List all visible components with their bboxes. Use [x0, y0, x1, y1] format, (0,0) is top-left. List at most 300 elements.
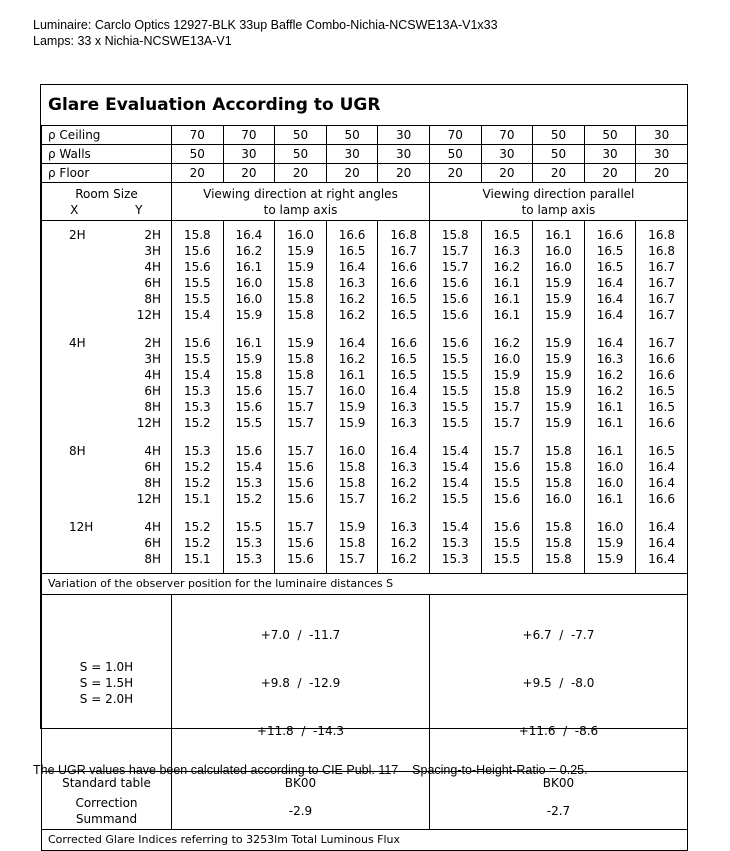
ugr-value: 15.6 [183, 244, 211, 258]
page-title: Glare Evaluation According to UGR [48, 95, 381, 115]
ugr-value: 15.6 [287, 492, 314, 506]
ugr-value-column [636, 221, 688, 330]
reflectance-value: 20 [326, 164, 378, 183]
room-size-group [42, 329, 172, 437]
ugr-value: 15.3 [183, 384, 211, 398]
correction-label [42, 794, 172, 830]
ugr-value: 15.5 [441, 384, 469, 398]
room-y-value: 4H [144, 368, 161, 382]
ugr-value: 15.5 [441, 368, 469, 382]
reflectance-value: 70 [429, 126, 481, 145]
ugr-value-column [481, 437, 533, 513]
ugr-value: 15.5 [493, 536, 521, 550]
ugr-value-column [429, 329, 481, 437]
ugr-value: 16.1 [596, 492, 624, 506]
ugr-value: 16.0 [545, 244, 572, 258]
ugr-value: 15.6 [287, 460, 314, 474]
ugr-value: 15.8 [493, 384, 521, 398]
ugr-value: 15.9 [545, 292, 572, 306]
ugr-value: 15.8 [287, 308, 314, 322]
ugr-value: 15.5 [235, 416, 263, 430]
ugr-value: 16.5 [390, 292, 418, 306]
ugr-value: 15.8 [338, 536, 366, 550]
ugr-value: 15.6 [441, 308, 469, 322]
ugr-value: 15.9 [493, 368, 521, 382]
ugr-value: 15.9 [545, 400, 572, 414]
ugr-value: 16.6 [648, 492, 675, 506]
variation-parallel [429, 595, 687, 772]
parallel-line1: Viewing direction parallel [482, 186, 635, 201]
reflectance-label: ρ Walls [42, 145, 172, 164]
ugr-value: 15.5 [493, 476, 521, 490]
ugr-value: 16.5 [390, 308, 418, 322]
reflectance-value: 50 [275, 145, 327, 164]
ugr-value: 15.5 [183, 352, 211, 366]
reflectance-value: 70 [223, 126, 275, 145]
ugr-value: 16.3 [493, 244, 521, 258]
ugr-value: 16.6 [648, 368, 675, 382]
ugr-value-column [326, 513, 378, 574]
s-label: S = 1.0H [79, 660, 134, 674]
ugr-value-column [481, 329, 533, 437]
ugr-value: 15.9 [545, 384, 572, 398]
ugr-value: 15.6 [235, 444, 263, 458]
ugr-value: 16.7 [648, 292, 675, 306]
reflectance-table [41, 125, 688, 851]
ugr-value: 15.2 [183, 476, 211, 490]
reflectance-value: 70 [172, 126, 224, 145]
room-y-value: 3H [144, 244, 161, 258]
ugr-value: 15.7 [493, 416, 521, 430]
reflectance-value: 20 [533, 164, 585, 183]
ugr-value: 15.1 [183, 492, 211, 506]
ugr-value: 16.1 [493, 308, 521, 322]
variation-value: +9.8 / -12.9 [260, 676, 341, 690]
ugr-value: 16.0 [338, 384, 366, 398]
ugr-value: 15.2 [183, 416, 211, 430]
ugr-value: 16.8 [390, 228, 418, 242]
ugr-value: 15.3 [235, 476, 263, 490]
room-size-group [42, 437, 172, 513]
correction-b: -2.7 [429, 794, 687, 830]
ugr-value: 15.7 [441, 260, 469, 274]
reflectance-value: 20 [429, 164, 481, 183]
ugr-value: 15.6 [493, 520, 521, 534]
ugr-value: 16.2 [338, 308, 366, 322]
ugr-value: 15.4 [235, 460, 263, 474]
room-y-value: 8H [144, 292, 161, 306]
ugr-value: 16.0 [235, 292, 263, 306]
ugr-value: 16.4 [390, 444, 418, 458]
ugr-value: 16.2 [390, 492, 418, 506]
ugr-value: 15.7 [287, 416, 314, 430]
ugr-value-column [275, 437, 327, 513]
ugr-value: 15.9 [545, 276, 572, 290]
correction-line2: Summand [75, 812, 138, 827]
x-label: X [70, 202, 79, 217]
reflectance-value: 50 [275, 126, 327, 145]
reflectance-value: 50 [429, 145, 481, 164]
ugr-value: 16.5 [596, 260, 624, 274]
ugr-value: 15.2 [183, 536, 211, 550]
reflectance-value: 50 [172, 145, 224, 164]
ugr-value: 15.8 [287, 352, 314, 366]
reflectance-value: 70 [481, 126, 533, 145]
ugr-value: 15.8 [545, 460, 572, 474]
reflectance-value: 30 [636, 126, 688, 145]
ugr-value-column [533, 437, 585, 513]
ugr-value: 15.8 [545, 444, 572, 458]
ugr-value-column [326, 437, 378, 513]
ugr-value: 16.0 [545, 260, 572, 274]
ugr-value: 15.9 [338, 416, 366, 430]
reflectance-label: ρ Floor [42, 164, 172, 183]
ugr-value: 16.6 [390, 276, 418, 290]
ugr-value: 15.9 [596, 552, 624, 566]
room-size-header [42, 183, 172, 221]
ugr-value: 16.2 [493, 260, 521, 274]
variation-value: +6.7 / -7.7 [522, 628, 595, 642]
ugr-value: 15.7 [287, 444, 314, 458]
ugr-value: 16.2 [390, 536, 418, 550]
ugr-value: 16.5 [338, 244, 366, 258]
ugr-value: 15.9 [545, 352, 572, 366]
ugr-value-column [172, 513, 224, 574]
room-y-value: 12H [136, 416, 161, 430]
s-label: S = 1.5H [79, 676, 134, 690]
ugr-value: 15.9 [596, 536, 624, 550]
ugr-value: 16.1 [596, 444, 624, 458]
ugr-value: 16.2 [338, 352, 366, 366]
ugr-value: 16.3 [596, 352, 624, 366]
reflectance-value: 20 [275, 164, 327, 183]
ugr-value-column [172, 221, 224, 330]
ugr-value: 16.7 [390, 244, 418, 258]
ugr-value-column [584, 329, 636, 437]
ugr-value-column [223, 329, 275, 437]
ugr-value: 15.5 [441, 492, 469, 506]
ugr-value: 15.5 [441, 400, 469, 414]
ugr-value: 16.1 [338, 368, 366, 382]
ugr-value: 15.7 [493, 444, 521, 458]
ugr-value-column [584, 513, 636, 574]
reflectance-value: 30 [223, 145, 275, 164]
ugr-value-column [326, 329, 378, 437]
room-x-value: 4H [69, 336, 86, 350]
ugr-value: 16.4 [235, 228, 263, 242]
ugr-value: 15.2 [183, 460, 211, 474]
ugr-value: 15.9 [338, 400, 366, 414]
room-y-value: 4H [144, 520, 161, 534]
ugr-value: 16.4 [596, 292, 624, 306]
ugr-value: 16.5 [648, 400, 675, 414]
ugr-value-column [378, 437, 430, 513]
ugr-value: 15.6 [183, 260, 211, 274]
ugr-value: 15.6 [441, 292, 469, 306]
room-y-value: 12H [136, 308, 161, 322]
ugr-value: 15.6 [235, 400, 263, 414]
ugr-value-column [326, 221, 378, 330]
ugr-value-column [172, 437, 224, 513]
footer-note: The UGR values have been calculated according to CIE Publ. 117 Spacing-to-Height-Ratio = 0.25. [33, 763, 588, 777]
ugr-value: 15.7 [441, 244, 469, 258]
ugr-value: 16.3 [390, 416, 418, 430]
lamps-line: Lamps: 33 x Nichia-NCSWE13A-V1 [33, 34, 232, 48]
ugr-value: 16.1 [493, 292, 521, 306]
reflectance-value: 50 [326, 126, 378, 145]
ugr-value: 16.7 [648, 260, 675, 274]
ugr-table [41, 125, 687, 851]
ugr-value: 16.7 [648, 276, 675, 290]
ugr-value: 15.6 [493, 492, 521, 506]
ugr-value-column [429, 437, 481, 513]
room-x-value: 8H [69, 444, 86, 458]
ugr-value: 16.4 [390, 384, 418, 398]
room-y-value: 2H [144, 336, 161, 350]
ugr-value: 16.1 [596, 416, 624, 430]
ugr-value: 15.8 [441, 228, 469, 242]
ugr-value: 15.4 [441, 476, 469, 490]
room-y-value: 2H [144, 228, 161, 242]
correction-a: -2.9 [172, 794, 430, 830]
ugr-value: 16.5 [648, 444, 675, 458]
reflectance-value: 20 [378, 164, 430, 183]
ugr-value: 16.0 [596, 460, 624, 474]
ugr-value: 16.1 [235, 336, 263, 350]
ugr-value: 15.9 [287, 260, 314, 274]
ugr-value: 16.0 [235, 276, 263, 290]
ugr-value: 15.8 [545, 552, 572, 566]
ugr-value: 16.0 [596, 520, 624, 534]
ugr-value: 15.8 [235, 368, 263, 382]
ugr-value: 15.5 [441, 416, 469, 430]
standard-table-b: BK00 [429, 772, 687, 794]
ugr-value: 15.6 [287, 476, 314, 490]
reflectance-value: 50 [584, 126, 636, 145]
ugr-value: 15.6 [183, 336, 211, 350]
ugr-value: 15.3 [183, 444, 211, 458]
ugr-value-column [481, 221, 533, 330]
room-y-value: 8H [144, 476, 161, 490]
ugr-value: 16.6 [338, 228, 366, 242]
room-size-label: Room Size [75, 186, 138, 201]
ugr-value: 15.5 [235, 520, 263, 534]
parallel-header [429, 183, 687, 221]
ugr-value: 16.8 [648, 244, 675, 258]
ugr-value: 15.6 [287, 552, 314, 566]
ugr-value-column [378, 513, 430, 574]
ugr-value: 15.9 [338, 520, 366, 534]
reflectance-value: 20 [481, 164, 533, 183]
ugr-value: 16.2 [596, 384, 624, 398]
ugr-value: 16.1 [235, 260, 263, 274]
ugr-value: 15.7 [338, 492, 366, 506]
reflectance-value: 30 [378, 145, 430, 164]
ugr-value: 15.3 [235, 536, 263, 550]
ugr-value: 15.9 [235, 352, 263, 366]
standard-table-a: BK00 [172, 772, 430, 794]
ugr-value: 15.7 [287, 384, 314, 398]
ugr-value: 16.1 [493, 276, 521, 290]
ugr-value: 16.2 [390, 552, 418, 566]
ugr-value: 15.8 [287, 368, 314, 382]
ugr-value: 16.2 [235, 244, 263, 258]
ugr-value: 15.3 [441, 552, 469, 566]
reflectance-value: 20 [172, 164, 224, 183]
ugr-value: 16.1 [596, 400, 624, 414]
right-angles-line1: Viewing direction at right angles [203, 186, 398, 201]
room-y-value: 8H [144, 400, 161, 414]
ugr-value: 16.3 [390, 460, 418, 474]
ugr-value: 15.3 [183, 400, 211, 414]
ugr-value: 15.9 [545, 336, 572, 350]
reflectance-value: 50 [533, 126, 585, 145]
variation-value: +9.5 / -8.0 [522, 676, 595, 690]
ugr-value: 16.3 [338, 276, 366, 290]
ugr-value: 15.9 [287, 336, 314, 350]
ugr-value: 16.7 [648, 308, 675, 322]
ugr-value: 15.5 [183, 292, 211, 306]
ugr-value: 16.5 [648, 384, 675, 398]
corrected-note: Corrected Glare Indices referring to 3253lm Total Luminous Flux [42, 830, 688, 851]
ugr-value-column [429, 221, 481, 330]
ugr-value: 15.9 [235, 308, 263, 322]
ugr-value: 16.6 [596, 228, 624, 242]
ugr-value: 16.4 [648, 460, 675, 474]
ugr-value-column [275, 221, 327, 330]
ugr-value: 15.4 [183, 368, 211, 382]
ugr-value: 15.7 [287, 400, 314, 414]
ugr-value: 16.6 [390, 336, 418, 350]
ugr-value: 15.8 [183, 228, 211, 242]
ugr-value: 16.4 [648, 476, 675, 490]
ugr-value-column [481, 513, 533, 574]
ugr-value: 15.5 [183, 276, 211, 290]
room-y-value: 4H [144, 260, 161, 274]
ugr-value: 16.5 [390, 368, 418, 382]
ugr-value: 16.4 [596, 276, 624, 290]
ugr-value-column [636, 513, 688, 574]
ugr-value: 15.3 [235, 552, 263, 566]
ugr-value: 15.8 [545, 536, 572, 550]
reflectance-value: 20 [584, 164, 636, 183]
ugr-value-column [275, 513, 327, 574]
room-y-value: 6H [144, 536, 161, 550]
ugr-value-column [223, 437, 275, 513]
ugr-value: 16.4 [338, 260, 366, 274]
variation-label: Variation of the observer position for the luminaire distances S [42, 574, 688, 595]
room-x-value: 2H [69, 228, 86, 242]
ugr-value-column [429, 513, 481, 574]
ugr-value: 15.9 [545, 416, 572, 430]
ugr-value: 16.3 [390, 400, 418, 414]
room-y-value: 12H [136, 492, 161, 506]
correction-line1: Correction [75, 796, 138, 811]
ugr-value: 15.7 [338, 552, 366, 566]
room-y-value: 6H [144, 460, 161, 474]
ugr-value-column [584, 437, 636, 513]
ugr-value: 15.4 [441, 444, 469, 458]
ugr-value: 16.5 [390, 352, 418, 366]
ugr-value: 15.9 [287, 244, 314, 258]
ugr-value: 16.4 [648, 520, 675, 534]
ugr-value: 15.2 [235, 492, 263, 506]
ugr-value: 16.0 [545, 492, 572, 506]
ugr-value: 16.2 [596, 368, 624, 382]
ugr-value: 15.8 [545, 476, 572, 490]
ugr-value: 16.2 [493, 336, 521, 350]
ugr-value: 15.6 [287, 536, 314, 550]
ugr-value-column [636, 437, 688, 513]
s-label: S = 2.0H [79, 692, 134, 706]
ugr-value: 16.4 [338, 336, 366, 350]
ugr-value-column [533, 221, 585, 330]
ugr-value: 16.4 [648, 536, 675, 550]
ugr-value-column [223, 513, 275, 574]
ugr-value: 15.4 [183, 308, 211, 322]
variation-value: +7.0 / -11.7 [260, 628, 341, 642]
ugr-value: 16.0 [287, 228, 314, 242]
reflectance-value: 30 [378, 126, 430, 145]
ugr-value: 15.4 [441, 460, 469, 474]
ugr-value: 16.5 [596, 244, 624, 258]
right-angles-header [172, 183, 430, 221]
ugr-value: 16.5 [493, 228, 521, 242]
ugr-value: 15.2 [183, 520, 211, 534]
reflectance-value: 30 [481, 145, 533, 164]
ugr-value: 16.4 [596, 336, 624, 350]
ugr-value: 16.4 [596, 308, 624, 322]
room-x-value: 12H [69, 520, 94, 534]
ugr-value: 16.3 [390, 520, 418, 534]
room-size-group [42, 221, 172, 330]
parallel-line2: to lamp axis [521, 202, 596, 217]
ugr-value-column [223, 221, 275, 330]
room-y-value: 3H [144, 352, 161, 366]
ugr-value-column [378, 221, 430, 330]
ugr-value: 16.6 [648, 416, 675, 430]
ugr-value: 15.6 [235, 384, 263, 398]
variation-right-angles [172, 595, 430, 772]
ugr-value: 16.4 [648, 552, 675, 566]
ugr-value: 15.3 [441, 536, 469, 550]
ugr-value: 15.7 [493, 400, 521, 414]
ugr-value: 15.6 [441, 276, 469, 290]
ugr-value: 16.1 [545, 228, 572, 242]
room-y-value: 4H [144, 444, 161, 458]
ugr-value-column [275, 329, 327, 437]
ugr-value: 15.5 [441, 352, 469, 366]
luminaire-line: Luminaire: Carclo Optics 12927-BLK 33up Baffle Combo-Nichia-NCSWE13A-V1x33 [33, 18, 498, 32]
ugr-value: 16.6 [390, 260, 418, 274]
ugr-value: 15.8 [287, 276, 314, 290]
ugr-value: 16.0 [493, 352, 521, 366]
variation-value: +11.8 / -14.3 [256, 724, 345, 738]
ugr-value: 15.7 [287, 520, 314, 534]
ugr-value: 16.2 [390, 476, 418, 490]
ugr-value: 15.8 [338, 476, 366, 490]
ugr-value: 15.9 [545, 368, 572, 382]
room-y-value: 6H [144, 276, 161, 290]
reflectance-value: 30 [636, 145, 688, 164]
ugr-value: 15.5 [493, 552, 521, 566]
reflectance-value: 30 [326, 145, 378, 164]
ugr-value: 15.1 [183, 552, 211, 566]
ugr-value: 15.8 [338, 460, 366, 474]
reflectance-value: 50 [533, 145, 585, 164]
room-y-value: 6H [144, 384, 161, 398]
ugr-value-column [636, 329, 688, 437]
